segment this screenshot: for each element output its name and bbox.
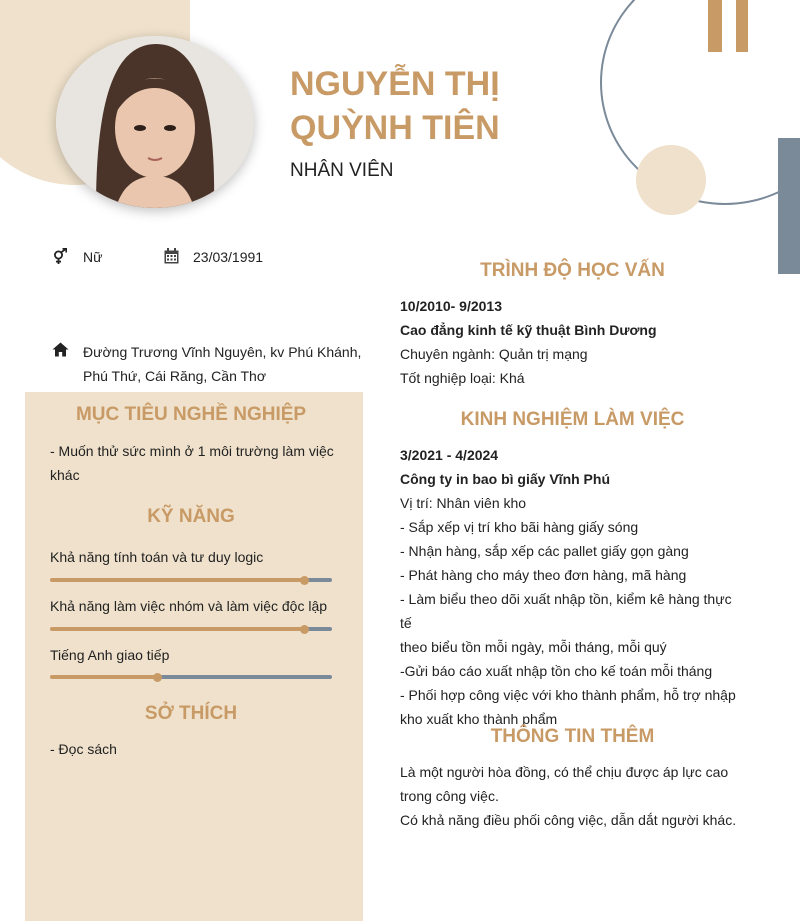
education-title: TRÌNH ĐỘ HỌC VẤN	[480, 260, 665, 281]
objective-text	[50, 439, 350, 487]
hobbies-title: SỞ THÍCH	[144, 703, 238, 724]
skill-bar-knob	[300, 576, 309, 585]
skill-label: Khả năng làm việc nhóm và làm việc độc lập	[50, 598, 328, 614]
objective-line: khác	[50, 467, 80, 483]
skill-bar-knob	[153, 673, 162, 682]
experience-block	[400, 443, 745, 731]
gender-icon	[52, 248, 69, 265]
education-grade: Tốt nghiệp loại: Khá	[400, 370, 525, 386]
education-block	[400, 294, 745, 390]
experience-line: -Gửi báo cáo xuất nhập tồn cho kế toán mỗi tháng	[400, 663, 713, 679]
education-period: 10/2010- 9/2013	[400, 298, 502, 314]
birthdate-value: 23/03/1991	[193, 249, 264, 265]
skill-label: Tiếng Anh giao tiếp	[50, 647, 170, 663]
experience-line: - Phát hàng cho máy theo đơn hàng, mã hàng	[400, 567, 687, 583]
extra-line: Là một người hòa đồng, có thể chịu được áp lực cao	[400, 764, 729, 780]
hobby-item: - Đọc sách	[50, 741, 117, 757]
education-school: Cao đẳng kinh tế kỹ thuật Bình Dương	[400, 322, 657, 338]
experience-position: Vị trí: Nhân viên kho	[400, 495, 527, 511]
skill-bar	[50, 576, 332, 585]
name-line-2: QUỲNH TIÊN	[290, 109, 500, 147]
profile-photo	[56, 36, 254, 208]
home-icon	[52, 342, 69, 357]
experience-line: - Sắp xếp vị trí kho bãi hàng giấy sóng	[400, 519, 639, 535]
experience-line: - Nhận hàng, sắp xếp các pallet giấy gọn gàng	[400, 543, 689, 559]
decor-side-bar	[778, 138, 800, 274]
decor-circle	[636, 145, 706, 215]
skill-bar-rest	[157, 675, 332, 679]
extra-block	[400, 760, 745, 832]
experience-line: - Phối hợp công việc với kho thành phẩm, hỗ trợ nhập	[400, 687, 736, 703]
skill-bar-knob	[300, 625, 309, 634]
decor-bar	[708, 0, 722, 52]
job-title: NHÂN VIÊN	[290, 160, 394, 181]
objective-line: - Muốn thử sức mình ở 1 môi trường làm việc	[50, 443, 334, 459]
address	[83, 340, 361, 388]
objective-title: MỤC TIÊU NGHỀ NGHIỆP	[75, 404, 307, 425]
education-major: Chuyên ngành: Quản trị mạng	[400, 346, 588, 362]
extra-title: THÔNG TIN THÊM	[490, 726, 655, 747]
skill-bar	[50, 625, 332, 634]
experience-line: theo biểu tồn mỗi ngày, mỗi tháng, mỗi quý	[400, 639, 667, 655]
extra-line: Có khả năng điều phối công việc, dẫn dắt người khác.	[400, 812, 737, 828]
address-line-2: Phú Thứ, Cái Răng, Cần Thơ	[83, 368, 267, 384]
experience-company: Công ty in bao bì giấy Vĩnh Phú	[400, 471, 610, 487]
decor-bar	[736, 0, 748, 52]
extra-line: trong công việc.	[400, 788, 499, 804]
calendar-icon	[164, 248, 179, 264]
address-line-1: Đường Trương Vĩnh Nguyên, kv Phú Khánh,	[83, 344, 362, 360]
experience-title: KINH NGHIỆM LÀM VIỆC	[460, 409, 685, 430]
skill-bar	[50, 673, 332, 682]
skill-bar-fill	[50, 627, 304, 631]
experience-line: kho xuất kho thành phẩm	[400, 711, 558, 727]
experience-line: - Làm biểu theo dõi xuất nhập tồn, kiểm kê hàng thực tế	[400, 591, 732, 631]
candidate-name	[290, 62, 590, 150]
skill-bar-fill	[50, 578, 304, 582]
experience-period: 3/2021 - 4/2024	[400, 447, 499, 463]
skill-bar-fill	[50, 675, 157, 679]
skills-title: KỸ NĂNG	[147, 506, 235, 527]
name-line-1: NGUYỄN THỊ	[290, 65, 500, 103]
gender-value: Nữ	[83, 249, 103, 265]
skill-label: Khả năng tính toán và tư duy logic	[50, 549, 264, 565]
